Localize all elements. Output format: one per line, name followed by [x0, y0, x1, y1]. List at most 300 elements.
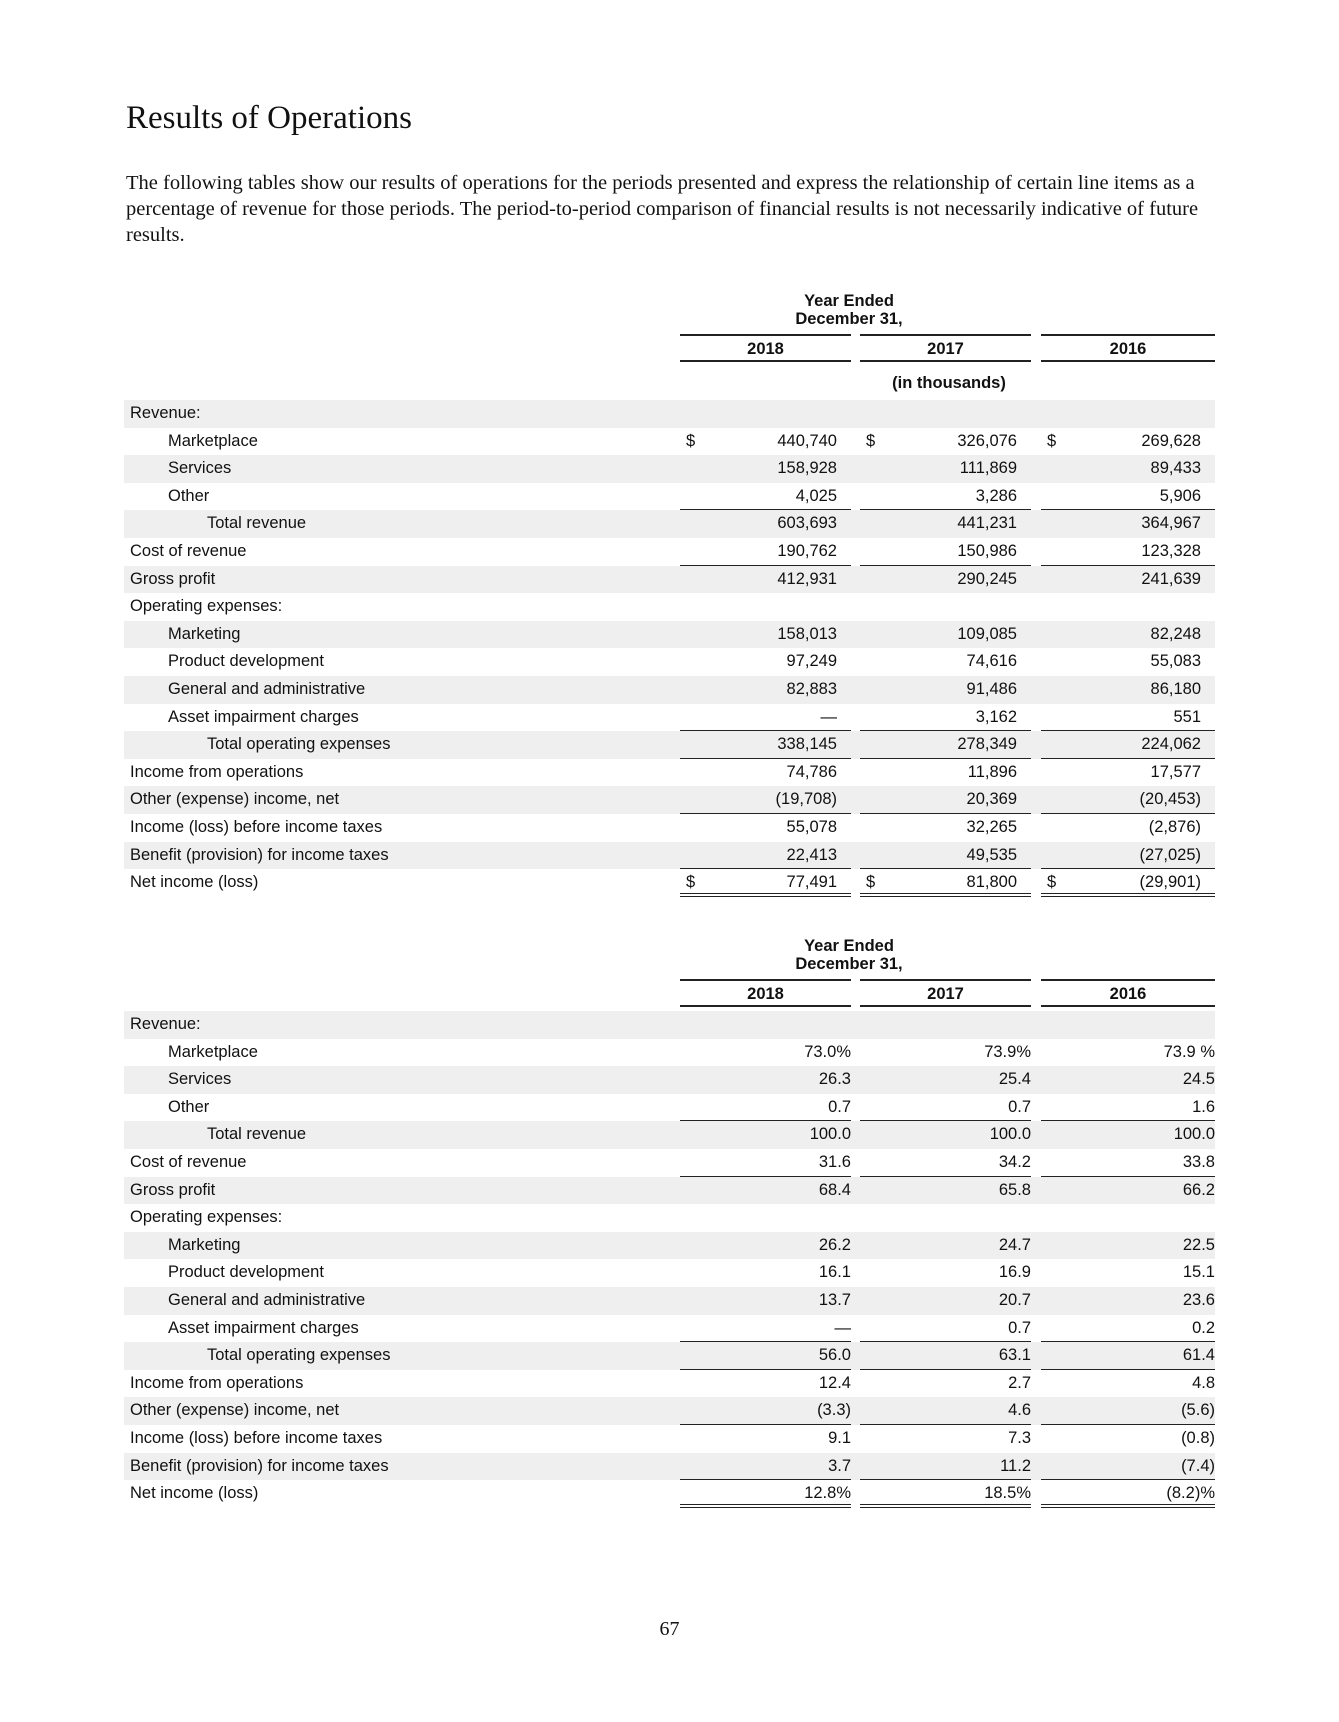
period-heading-line2: December 31,	[795, 310, 903, 328]
units-note: (in thousands)	[892, 374, 1006, 392]
value-cell	[680, 1232, 851, 1260]
cell-value: 290,245	[957, 569, 1017, 588]
value-cell	[860, 1370, 1031, 1398]
cell-value: 32,265	[966, 817, 1017, 836]
cell-value: 68.4	[818, 1180, 851, 1199]
cell-value: (7.4)	[1181, 1456, 1215, 1475]
table-row	[124, 842, 1215, 870]
value-cell	[860, 621, 1031, 649]
period-heading-line1: Year Ended	[804, 937, 894, 955]
cell-value: 49,535	[966, 845, 1017, 864]
table-row	[124, 1149, 1215, 1177]
value-cell	[1041, 1177, 1215, 1205]
value-cell	[1041, 1259, 1215, 1287]
cell-value: 73.0%	[804, 1042, 851, 1061]
value-cell	[860, 1259, 1031, 1287]
value-cell	[1041, 1039, 1215, 1067]
cell-value: 603,693	[777, 514, 837, 533]
value-cell	[680, 1204, 851, 1232]
cell-value: 3.7	[828, 1456, 851, 1475]
value-cell	[680, 1066, 851, 1094]
value-cell	[860, 1425, 1031, 1453]
table-row	[124, 1315, 1215, 1343]
value-cell	[1041, 428, 1215, 456]
value-cell	[1041, 510, 1215, 538]
table-row	[124, 676, 1215, 704]
table-row	[124, 1370, 1215, 1398]
currency-symbol: $	[866, 431, 876, 450]
value-cell	[680, 510, 851, 538]
value-cell	[1041, 676, 1215, 704]
value-cell	[680, 1425, 851, 1453]
table-row	[124, 814, 1215, 842]
cell-value: 0.7	[828, 1097, 851, 1116]
currency-symbol: $	[686, 431, 696, 450]
row-label: Product development	[168, 652, 324, 671]
row-label: Services	[168, 459, 232, 478]
cell-value: 20.7	[998, 1290, 1031, 1309]
row-label: Operating expenses:	[130, 1208, 283, 1227]
table-body	[124, 400, 1215, 897]
row-label: Asset impairment charges	[168, 707, 359, 726]
cell-value: 73.9%	[984, 1042, 1031, 1061]
value-cell	[680, 1480, 851, 1508]
value-cell	[680, 842, 851, 870]
cell-value: 100.0	[989, 1125, 1031, 1144]
value-cell	[1041, 1204, 1215, 1232]
table-row	[124, 455, 1215, 483]
row-label: Benefit (provision) for income taxes	[130, 845, 389, 864]
value-cell	[1041, 759, 1215, 787]
cell-value: 7.3	[1008, 1428, 1031, 1447]
row-label: Total operating expenses	[207, 1346, 391, 1365]
value-cell	[1041, 1425, 1215, 1453]
row-label: Total revenue	[207, 514, 307, 533]
cell-value: (27,025)	[1139, 845, 1201, 864]
row-label: Services	[168, 1070, 232, 1089]
year-column-header: 2018	[680, 334, 851, 362]
row-label: Net income (loss)	[130, 873, 259, 892]
cell-value: 3,162	[975, 707, 1017, 726]
cell-value: 73.9 %	[1163, 1042, 1215, 1061]
period-heading	[749, 292, 949, 328]
cell-value: 31.6	[818, 1152, 851, 1171]
cell-value: 278,349	[957, 735, 1017, 754]
cell-value: 86,180	[1150, 679, 1201, 698]
cell-value: 158,928	[777, 459, 837, 478]
value-cell	[1041, 455, 1215, 483]
value-cell	[860, 1121, 1031, 1149]
table-row	[124, 1066, 1215, 1094]
value-cell	[860, 1232, 1031, 1260]
value-cell	[1041, 731, 1215, 759]
row-label: General and administrative	[168, 1290, 366, 1309]
value-cell	[1041, 1066, 1215, 1094]
value-cell	[860, 1453, 1031, 1481]
value-cell	[860, 428, 1031, 456]
row-label: Income (loss) before income taxes	[130, 817, 383, 836]
value-cell	[680, 1094, 851, 1122]
row-label: Other	[168, 1097, 210, 1116]
table-row	[124, 1480, 1215, 1508]
table-row	[124, 483, 1215, 511]
cell-value: 25.4	[998, 1070, 1031, 1089]
value-cell	[860, 704, 1031, 732]
value-cell	[680, 593, 851, 621]
cell-value: 55,083	[1150, 652, 1201, 671]
value-cell	[680, 1370, 851, 1398]
cell-value: 12.4	[818, 1373, 851, 1392]
cell-value: 34.2	[998, 1152, 1031, 1171]
cell-value: 81,800	[966, 873, 1017, 892]
cell-value: 33.8	[1182, 1152, 1215, 1171]
row-label: Income from operations	[130, 762, 304, 781]
cell-value: (5.6)	[1181, 1401, 1215, 1420]
value-cell	[860, 483, 1031, 511]
table-row	[124, 1011, 1215, 1039]
currency-symbol: $	[686, 873, 696, 892]
cell-value: (20,453)	[1139, 790, 1201, 809]
table-row	[124, 1039, 1215, 1067]
value-cell	[860, 786, 1031, 814]
table-body	[124, 1011, 1215, 1508]
cell-value: (3.3)	[817, 1401, 851, 1420]
table-row	[124, 1453, 1215, 1481]
cell-value: 26.3	[818, 1070, 851, 1089]
cell-value: 26.2	[818, 1235, 851, 1254]
row-label: Gross profit	[130, 1180, 216, 1199]
value-cell	[1041, 1287, 1215, 1315]
cell-value: (8.2)%	[1166, 1484, 1215, 1503]
units-note-row	[124, 366, 1215, 400]
table-row	[124, 1094, 1215, 1122]
cell-value: 109,085	[957, 624, 1017, 643]
value-cell	[860, 676, 1031, 704]
cell-value: 100.0	[809, 1125, 851, 1144]
table-row	[124, 400, 1215, 428]
table-row	[124, 1177, 1215, 1205]
cell-value: 1.6	[1192, 1097, 1215, 1116]
row-label: General and administrative	[168, 679, 366, 698]
cell-value: 158,013	[777, 624, 837, 643]
results-percent-table	[124, 937, 1215, 1508]
cell-value: 82,248	[1150, 624, 1201, 643]
cell-value: 4.8	[1192, 1373, 1215, 1392]
table-row	[124, 1425, 1215, 1453]
value-cell	[1041, 869, 1215, 897]
cell-value: 63.1	[998, 1346, 1031, 1365]
row-label: Product development	[168, 1263, 324, 1282]
value-cell	[680, 1177, 851, 1205]
value-cell	[1041, 1094, 1215, 1122]
cell-value: 0.7	[1008, 1318, 1031, 1337]
value-cell	[860, 538, 1031, 566]
value-cell	[1041, 648, 1215, 676]
cell-value: 0.2	[1192, 1318, 1215, 1337]
cell-value: 91,486	[966, 679, 1017, 698]
table-row	[124, 1342, 1215, 1370]
value-cell	[1041, 704, 1215, 732]
cell-value: 22.5	[1182, 1235, 1215, 1254]
cell-value: 55,078	[786, 817, 837, 836]
row-label: Other (expense) income, net	[130, 790, 340, 809]
value-cell	[1041, 1121, 1215, 1149]
page-title: Results of Operations	[126, 100, 412, 136]
value-cell	[680, 538, 851, 566]
value-cell	[680, 1287, 851, 1315]
value-cell	[1041, 1149, 1215, 1177]
year-column-header: 2017	[860, 334, 1031, 362]
cell-value: 20,369	[966, 790, 1017, 809]
cell-value: 364,967	[1141, 514, 1201, 533]
value-cell	[680, 786, 851, 814]
value-cell	[680, 869, 851, 897]
cell-value: (0.8)	[1181, 1428, 1215, 1447]
cell-value: 24.7	[998, 1235, 1031, 1254]
value-cell	[680, 1315, 851, 1343]
value-cell	[860, 566, 1031, 594]
value-cell	[1041, 1480, 1215, 1508]
row-label: Other (expense) income, net	[130, 1401, 340, 1420]
row-label: Total revenue	[207, 1125, 307, 1144]
table-header	[124, 937, 1215, 1011]
table-row	[124, 538, 1215, 566]
cell-value: 17,577	[1150, 762, 1201, 781]
value-cell	[680, 428, 851, 456]
value-cell	[1041, 842, 1215, 870]
cell-value: (19,708)	[775, 790, 837, 809]
table-row	[124, 428, 1215, 456]
value-cell	[860, 1315, 1031, 1343]
value-cell	[860, 759, 1031, 787]
value-cell	[1041, 786, 1215, 814]
value-cell	[680, 483, 851, 511]
table-row	[124, 1397, 1215, 1425]
row-label: Marketplace	[168, 431, 258, 450]
value-cell	[1041, 1315, 1215, 1343]
cell-value: 61.4	[1182, 1346, 1215, 1365]
cell-value: 18.5%	[984, 1484, 1031, 1503]
cell-value: 23.6	[1182, 1290, 1215, 1309]
cell-value: 3,286	[975, 486, 1017, 505]
table-row	[124, 648, 1215, 676]
value-cell	[860, 814, 1031, 842]
currency-symbol: $	[1047, 431, 1057, 450]
value-cell	[860, 1066, 1031, 1094]
row-label: Marketing	[168, 624, 241, 643]
value-cell	[680, 731, 851, 759]
value-cell	[860, 1149, 1031, 1177]
intro-paragraph: The following tables show our results of operations for the periods presented and express the relationship of certain line items as a percentage of revenue for those periods. The period-to-period comparison of financial results is not necessarily indicative of future results.	[126, 172, 1199, 246]
cell-value: 66.2	[1182, 1180, 1215, 1199]
period-heading-line2: December 31,	[795, 955, 903, 973]
table-row	[124, 621, 1215, 649]
row-label: Other	[168, 486, 210, 505]
cell-value: 9.1	[828, 1428, 851, 1447]
cell-value: 551	[1173, 707, 1201, 726]
row-label: Marketplace	[168, 1042, 258, 1061]
value-cell	[680, 1039, 851, 1067]
value-cell	[1041, 593, 1215, 621]
year-column-header: 2016	[1041, 334, 1215, 362]
value-cell	[860, 1342, 1031, 1370]
value-cell	[1041, 566, 1215, 594]
value-cell	[860, 1480, 1031, 1508]
value-cell	[1041, 621, 1215, 649]
row-label: Revenue:	[130, 1015, 201, 1033]
value-cell	[680, 566, 851, 594]
cell-value: 412,931	[777, 569, 837, 588]
row-label: Cost of revenue	[130, 541, 247, 560]
value-cell	[1041, 483, 1215, 511]
cell-value: 338,145	[777, 735, 837, 754]
row-label: Gross profit	[130, 569, 216, 588]
value-cell	[860, 1011, 1031, 1039]
value-cell	[680, 621, 851, 649]
value-cell	[860, 1094, 1031, 1122]
table-row	[124, 731, 1215, 759]
value-cell	[1041, 538, 1215, 566]
value-cell	[680, 455, 851, 483]
row-label: Income from operations	[130, 1373, 304, 1392]
table-row	[124, 1259, 1215, 1287]
value-cell	[680, 1259, 851, 1287]
cell-value: 13.7	[818, 1290, 851, 1309]
value-cell	[680, 400, 851, 428]
value-cell	[860, 1177, 1031, 1205]
table-row	[124, 1287, 1215, 1315]
cell-value: 440,740	[777, 431, 837, 450]
period-heading	[749, 937, 949, 973]
cell-value: 65.8	[998, 1180, 1031, 1199]
row-label: Revenue:	[130, 404, 201, 422]
value-cell	[860, 731, 1031, 759]
value-cell	[1041, 1232, 1215, 1260]
value-cell	[680, 704, 851, 732]
value-cell	[680, 814, 851, 842]
cell-value: 12.8%	[804, 1484, 851, 1503]
value-cell	[860, 1397, 1031, 1425]
cell-value: 74,616	[966, 652, 1017, 671]
value-cell	[680, 1342, 851, 1370]
cell-value: 11.2	[1000, 1456, 1031, 1475]
value-cell	[1041, 1342, 1215, 1370]
row-label: Operating expenses:	[130, 597, 283, 616]
cell-value: —	[834, 1318, 851, 1337]
cell-value: 16.1	[818, 1263, 851, 1282]
cell-value: 11,896	[967, 762, 1017, 781]
table-row	[124, 1121, 1215, 1149]
row-label: Marketing	[168, 1235, 241, 1254]
table-row	[124, 510, 1215, 538]
value-cell	[860, 593, 1031, 621]
cell-value: 326,076	[957, 431, 1017, 450]
table-row	[124, 566, 1215, 594]
cell-value: 269,628	[1141, 431, 1201, 450]
cell-value: 150,986	[957, 541, 1017, 560]
value-cell	[860, 455, 1031, 483]
cell-value: 89,433	[1150, 459, 1201, 478]
cell-value: 224,062	[1141, 735, 1201, 754]
row-label: Benefit (provision) for income taxes	[130, 1456, 389, 1475]
cell-value: (29,901)	[1139, 873, 1201, 892]
year-column-header: 2017	[860, 979, 1031, 1007]
cell-value: 4,025	[795, 486, 837, 505]
value-cell	[1041, 1453, 1215, 1481]
table-row	[124, 1204, 1215, 1232]
table-header	[124, 292, 1215, 366]
currency-symbol: $	[866, 873, 876, 892]
value-cell	[680, 1397, 851, 1425]
cell-value: 123,328	[1141, 541, 1201, 560]
value-cell	[860, 1204, 1031, 1232]
row-label: Total operating expenses	[207, 735, 391, 754]
value-cell	[860, 510, 1031, 538]
value-cell	[860, 842, 1031, 870]
value-cell	[1041, 1011, 1215, 1039]
value-cell	[680, 648, 851, 676]
cell-value: 100.0	[1173, 1125, 1215, 1144]
row-label: Cost of revenue	[130, 1152, 247, 1171]
cell-value: 15.1	[1182, 1263, 1215, 1282]
value-cell	[860, 400, 1031, 428]
table-row	[124, 593, 1215, 621]
cell-value: 77,491	[786, 873, 837, 892]
cell-value: 2.7	[1008, 1373, 1031, 1392]
cell-value: 22,413	[786, 845, 837, 864]
cell-value: 5,906	[1159, 486, 1201, 505]
cell-value: 111,869	[959, 459, 1017, 478]
value-cell	[680, 676, 851, 704]
value-cell	[860, 1039, 1031, 1067]
cell-value: 24.5	[1182, 1070, 1215, 1089]
cell-value: 190,762	[777, 541, 837, 560]
value-cell	[680, 1453, 851, 1481]
value-cell	[1041, 400, 1215, 428]
cell-value: 16.9	[998, 1263, 1031, 1282]
page-number: 67	[659, 1618, 680, 1640]
cell-value: (2,876)	[1148, 817, 1201, 836]
cell-value: 56.0	[818, 1346, 851, 1365]
year-column-header: 2018	[680, 979, 851, 1007]
table-row	[124, 786, 1215, 814]
table-row	[124, 1232, 1215, 1260]
value-cell	[680, 759, 851, 787]
row-label: Net income (loss)	[130, 1484, 259, 1503]
period-heading-line1: Year Ended	[804, 292, 894, 310]
results-amounts-table	[124, 292, 1215, 897]
table-row	[124, 759, 1215, 787]
cell-value: 82,883	[786, 679, 837, 698]
value-cell	[680, 1149, 851, 1177]
row-label: Asset impairment charges	[168, 1318, 359, 1337]
cell-value: 4.6	[1008, 1401, 1031, 1420]
value-cell	[1041, 1370, 1215, 1398]
cell-value: 0.7	[1008, 1097, 1031, 1116]
value-cell	[680, 1121, 851, 1149]
table-row	[124, 704, 1215, 732]
cell-value: —	[820, 707, 837, 726]
table-row	[124, 869, 1215, 897]
value-cell	[1041, 814, 1215, 842]
row-label: Income (loss) before income taxes	[130, 1428, 383, 1447]
cell-value: 241,639	[1141, 569, 1201, 588]
cell-value: 441,231	[957, 514, 1017, 533]
currency-symbol: $	[1047, 873, 1057, 892]
value-cell	[1041, 1397, 1215, 1425]
value-cell	[860, 1287, 1031, 1315]
value-cell	[860, 648, 1031, 676]
